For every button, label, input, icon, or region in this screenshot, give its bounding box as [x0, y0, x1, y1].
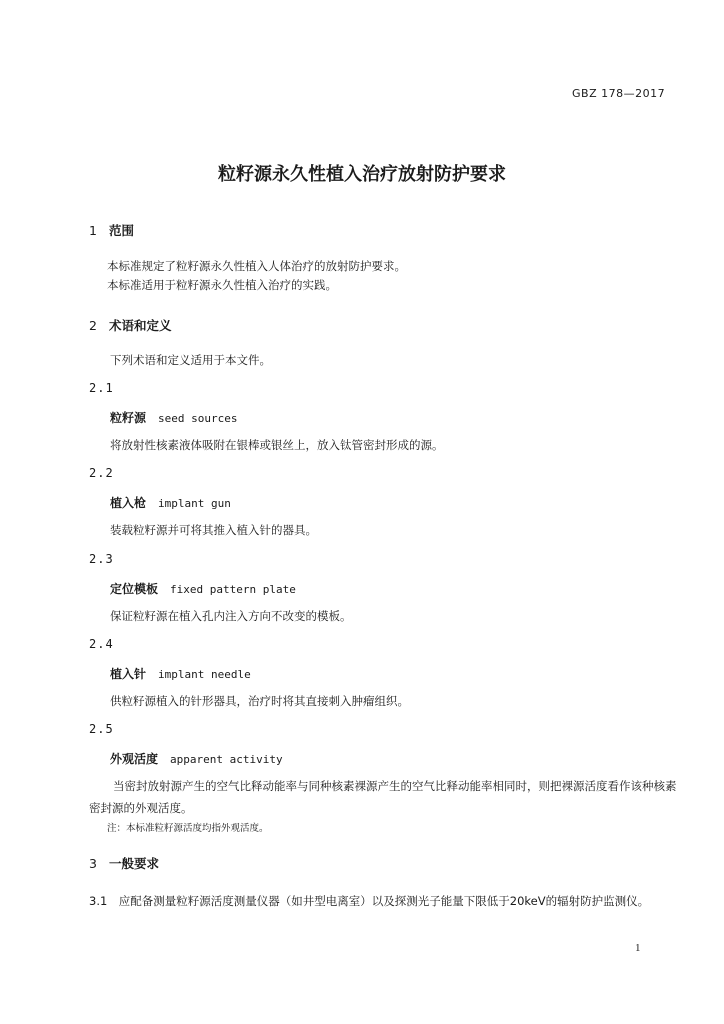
term-definition: 装载粒籽源并可将其推入植入针的器具。 [110, 523, 317, 537]
term-en: implant gun [158, 497, 231, 510]
term-definition: 保证粒籽源在植入孔内注入方向不改变的模板。 [110, 609, 352, 623]
page-number: 1 [635, 942, 641, 954]
term-2-4 [110, 665, 251, 682]
term-number: 2.1 [89, 381, 114, 395]
term-zh: 定位模板 [110, 582, 159, 596]
term-definition: 当密封放射源产生的空气比释动能率与同种核素裸源产生的空气比释动能率相同时，则把裸源活度看作该种核素密封源的外观活度。 [89, 779, 677, 815]
section-1-heading [89, 221, 134, 239]
term-2-2 [110, 494, 231, 511]
term-definition: 供粒籽源植入的针形器具，治疗时将其直接刺入肿瘤组织。 [110, 694, 409, 708]
section-number: 1 [89, 223, 97, 238]
section-title: 范围 [109, 223, 135, 238]
term-number: 2.2 [89, 466, 114, 480]
term-zh: 植入枪 [110, 496, 147, 510]
term-zh: 外观活度 [110, 752, 159, 766]
section-1-paragraph-2: 本标准适用于粒籽源永久性植入治疗的实践。 [107, 278, 337, 292]
section-2-paragraph-1: 下列术语和定义适用于本文件。 [110, 353, 271, 367]
term-zh: 植入针 [110, 667, 147, 681]
term-2-5 [110, 750, 283, 767]
document-title: 粒籽源永久性植入治疗放射防护要求 [218, 164, 506, 185]
term-note: 注：本标准粒籽源活度均指外观活度。 [107, 823, 269, 834]
term-number: 2.5 [89, 722, 114, 736]
section-number: 2 [89, 318, 97, 333]
term-en: fixed pattern plate [170, 583, 296, 596]
term-en: implant needle [158, 668, 251, 681]
term-number: 2.3 [89, 552, 114, 566]
term-definition: 将放射性核素液体吸附在银棒或银丝上，放入钛管密封形成的源。 [110, 438, 444, 452]
section-number: 3 [89, 856, 97, 871]
section-title: 一般要求 [109, 856, 160, 871]
section-1-paragraph-1: 本标准规定了粒籽源永久性植入人体治疗的放射防护要求。 [107, 259, 406, 273]
term-en: apparent activity [170, 753, 283, 766]
term-en: seed sources [158, 412, 238, 425]
clause-3-1: 3.1 应配备测量粒籽源活度测量仪器（如井型电离室）以及探测光子能量下限低于20keV的辐射防护监测仪。 [89, 894, 650, 908]
term-number: 2.4 [89, 637, 114, 651]
term-2-1 [110, 409, 238, 426]
section-3-heading [89, 854, 159, 872]
term-zh: 粒籽源 [110, 411, 147, 425]
section-title: 术语和定义 [109, 318, 172, 333]
term-2-3 [110, 580, 296, 597]
section-2-heading [89, 316, 172, 334]
standard-number: GBZ 178—2017 [572, 87, 666, 100]
